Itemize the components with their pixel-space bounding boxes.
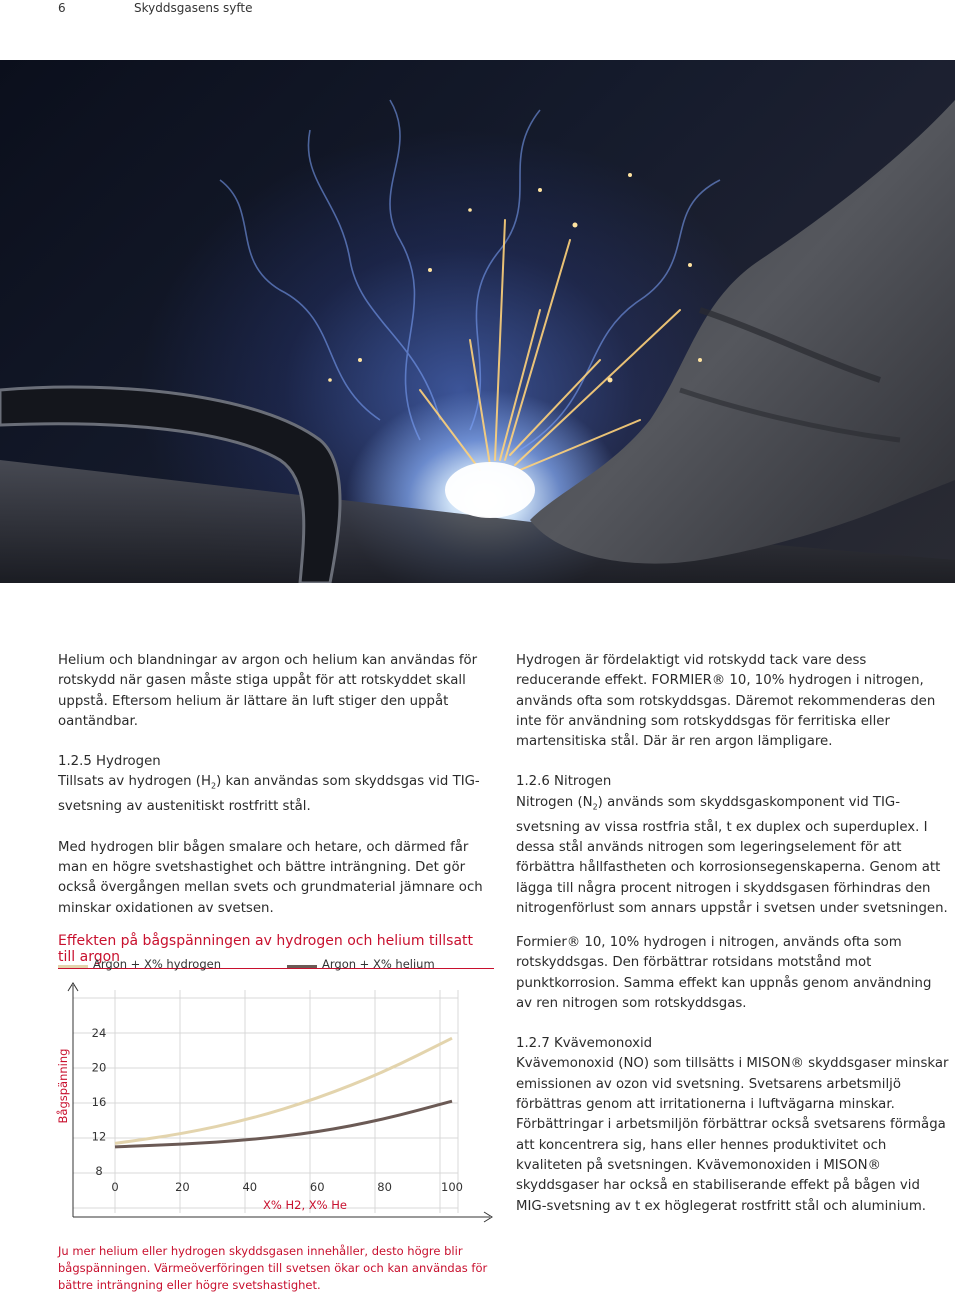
x-tick-label: 40 (242, 1180, 257, 1194)
paragraph-formier: Formier® 10, 10% hydrogen i nitrogen, används ofta som rotskyddsgas. Den förbättrar rotsidans motstånd mot punktkorrosion. Samma effekt kan uppnås genom användning av ren nitrogen som rotskyddsgas. (516, 933, 951, 1014)
x-tick-label: 20 (175, 1180, 190, 1194)
paragraph-nitrogen: Nitrogen $(N_2)$ används som skyddsgaskomponent vid TIG-svetsning av vissa rostfria stål, t ex duplex och superduplex. I dessa stål används nitrogen som legeringselement för att förbättra hållfastheten och korrosionsegenskaperna. Genom att lägga till några procent nitrogen i skyddsgasen förhindras den nitrogenförlust som annars uppstår i svetsen under svetsningen. (516, 793, 951, 919)
y-tick-label: 8 (95, 1164, 102, 1178)
paragraph-helium: Helium och blandningar av argon och helium kan användas för rotskydd när gasen måste stiga uppåt för att rotskyddet skall uppstå. Eftersom helium är lättare än luft stiger den uppåt oantändbar. (58, 651, 498, 732)
heading-kvavemonoxid: 1.2.7 Kvävemonoxid (516, 1034, 951, 1054)
paragraph-hydrogen-intro: Tillsats av hydrogen $(H_2)$ kan användas som skyddsgas vid TIG-svetsning av austenitiskt rostfritt stål. (58, 772, 498, 817)
y-tick-label: 12 (92, 1130, 107, 1144)
section-title: Skyddsgasens syfte (134, 1, 252, 15)
paragraph-kvavemonoxid: Kvävemonoxid (NO) som tillsätts i MISON® skyddsgaser minskar emissionen av ozon vid svetsning. Svetsarens arbetsmiljö förbättras genom att irritationerna i luftvägarna minskar. Förbättringar i arbetsmiljön förbättrar också svetsarens förmåga att koncentrera sig, hans eller hennes produktivitet och kvaliteten på svetsningen. Kvävemonoxiden i MISON® skyddsgaser har också en stabiliserande effekt på bågen vid MIG-svetsning av t ex höglegerat rostfritt stål och aluminium. (516, 1054, 951, 1216)
y-axis-label: Bågspänning (56, 1049, 70, 1124)
heading-nitrogen: 1.2.6 Nitrogen (516, 772, 951, 792)
paragraph-hydrogen-effect: Med hydrogen blir bågen smalare och hetare, och därmed får man en högre svetshastighet och bättre inträngning. Det gör också övergången mellan svets och grundmaterial jämnare och minskar oxidationen av svetsen. (58, 838, 498, 919)
x-tick-label: 80 (377, 1180, 392, 1194)
y-tick-label: 24 (92, 1026, 107, 1040)
legend-label-hydrogen: Argon + X% hydrogen (93, 957, 221, 971)
figure-caption: Ju mer helium eller hydrogen skyddsgasen innehåller, desto högre blir bågspänningen. Värmeöverföringen till svetsen ökar och kan användas för bättre inträngning eller högre svetshastighet. (58, 1243, 498, 1294)
figure-title: Effekten på bågspänningen av hydrogen och helium tillsatt till argon (58, 933, 494, 969)
series-line-0 (115, 1038, 452, 1143)
paragraph-hydrogen-root: Hydrogen är fördelaktigt vid rotskydd tack vare dess reducerande effekt. FORMIER® 10, 10% hydrogen i nitrogen, används ofta som rotskyddsgas. Däremot rekommenderas den inte för användning som rotskyddsgas för ferritiska eller martensitiska stål. Där är ren argon lämpligare. (516, 651, 951, 752)
x-axis-label: X% H2, X% He (263, 1198, 347, 1212)
page-number: 6 (58, 1, 66, 15)
heading-hydrogen: 1.2.5 Hydrogen (58, 752, 498, 772)
x-tick-label: 0 (111, 1180, 118, 1194)
legend-label-helium: Argon + X% helium (322, 957, 435, 971)
x-tick-label: 100 (441, 1180, 463, 1194)
y-tick-label: 20 (92, 1061, 107, 1075)
x-tick-label: 60 (310, 1180, 325, 1194)
y-tick-label: 16 (92, 1095, 107, 1109)
